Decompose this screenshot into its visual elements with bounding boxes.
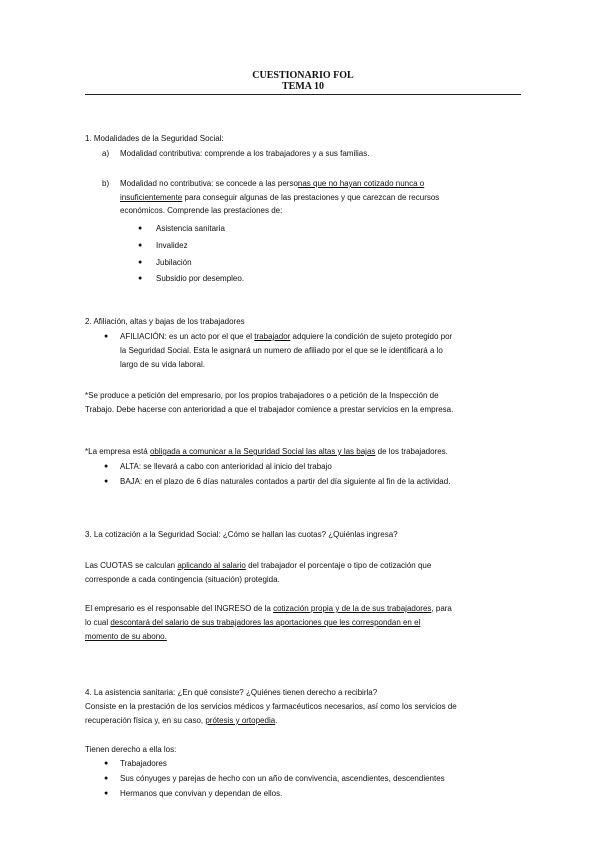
ingreso-line-1: El empresario es el responsable del INGRESO de la cotización propia y de la de sus trabajadores, para xyxy=(85,604,452,613)
item-a-text: Modalidad contributiva: comprende a los trabajadores y a sus familias. xyxy=(120,149,370,158)
cuotas-line-1: Las CUOTAS se calculan aplicando al salario del trabajador el porcentaje o tipo de cotización que xyxy=(85,561,432,570)
section-1-heading: 1. Modalidades de la Seguridad Social: xyxy=(85,134,224,143)
item-b-line-3: económicos. Comprende las prestaciones de: xyxy=(120,206,283,215)
afiliacion-line-3: largo de su vida laboral. xyxy=(120,360,205,369)
beneficiary-item: Trabajadores xyxy=(120,759,167,768)
document-subtitle: TEMA 10 xyxy=(282,81,324,92)
bullet-icon: ● xyxy=(104,478,109,485)
item-b-line-2: insuficientemente para conseguir algunas de las prestaciones y que carezcan de recursos xyxy=(120,193,440,202)
benefit-item: Subsidio por desempleo. xyxy=(156,274,245,283)
alta-item: ALTA: se llevará a cabo con anterioridad al inicio del trabajo xyxy=(120,462,332,471)
bullet-icon: ● xyxy=(104,463,109,470)
benefit-item: Asistencia sanitaria xyxy=(156,224,225,233)
section-3-heading: 3. La cotización a la Seguridad Social: ¿Cómo se hallan las cuotas? ¿Quiénlas ingresa? xyxy=(85,530,398,539)
beneficiary-item: Hermanos que convivan y dependan de ellos. xyxy=(120,789,283,798)
benefit-item: Invalidez xyxy=(156,241,188,250)
afiliacion-line-2: la Seguridad Social. Esta le asignará un numero de afiliado por el que se le identificará a lo xyxy=(120,346,443,355)
bullet-icon: ● xyxy=(104,790,109,797)
bullet-icon: ● xyxy=(138,225,143,232)
benefit-item: Jubilación xyxy=(156,258,192,267)
section-2-heading: 2. Afiliación, altas y bajas de los trabajadores xyxy=(85,317,245,326)
document-title: CUESTIONARIO FOL xyxy=(252,70,354,81)
afiliacion-line-1: AFILIACIÓN: es un acto por el que el trabajador adquiere la condición de sujeto protegido por xyxy=(120,332,453,341)
cuotas-line-2: corresponde a cada contingencia (situación) protegida. xyxy=(85,575,280,584)
section-4-heading: 4. La asistencia sanitaria: ¿En qué consiste? ¿Quiénes tienen derecho a recibirla? xyxy=(85,688,378,697)
header-rule xyxy=(85,94,521,95)
bullet-icon: ● xyxy=(104,760,109,767)
bullet-icon: ● xyxy=(138,242,143,249)
bullet-icon: ● xyxy=(138,259,143,266)
bullet-icon: ● xyxy=(138,275,143,282)
item-a-label: a) xyxy=(102,149,110,158)
derecho-intro: Tienen derecho a ella los: xyxy=(85,745,177,754)
bullet-icon: ● xyxy=(104,333,109,340)
asistencia-line-1: Consiste en la prestación de los servicios médicos y farmacéuticos necesarios, así como los servicios de xyxy=(85,702,457,711)
asistencia-line-2: recuperación física y, en su caso, prótesis y ortopedia. xyxy=(85,716,278,725)
item-b-label: b) xyxy=(102,179,110,188)
beneficiary-item: Sus cónyuges y parejas de hecho con un año de convivencia, ascendientes, descendientes xyxy=(120,774,445,783)
item-b-line-1: Modalidad no contributiva: se concede a las personas que no hayan cotizado nunca o xyxy=(120,179,425,188)
bullet-icon: ● xyxy=(104,775,109,782)
note-2: *La empresa está obligada a comunicar a la Seguridad Social las altas y las bajas de los trabajadores. xyxy=(85,447,448,456)
ingreso-line-2: lo cual descontará del salario de sus trabajadores las aportaciones que les correspondan en el xyxy=(85,618,421,627)
baja-item: BAJA: en el plazo de 6 días naturales contados a partir del día siguiente al fin de la actividad. xyxy=(120,477,451,486)
note-1-line-2: Trabajo. Debe hacerse con anterioridad a que el trabajador comience a prestar servicios en la empresa. xyxy=(85,405,454,414)
note-1-line-1: *Se produce a petición del empresario, por los propios trabajadores o a petición de la Inspección de xyxy=(85,391,439,400)
ingreso-line-3: momento de su abono. xyxy=(85,632,167,641)
